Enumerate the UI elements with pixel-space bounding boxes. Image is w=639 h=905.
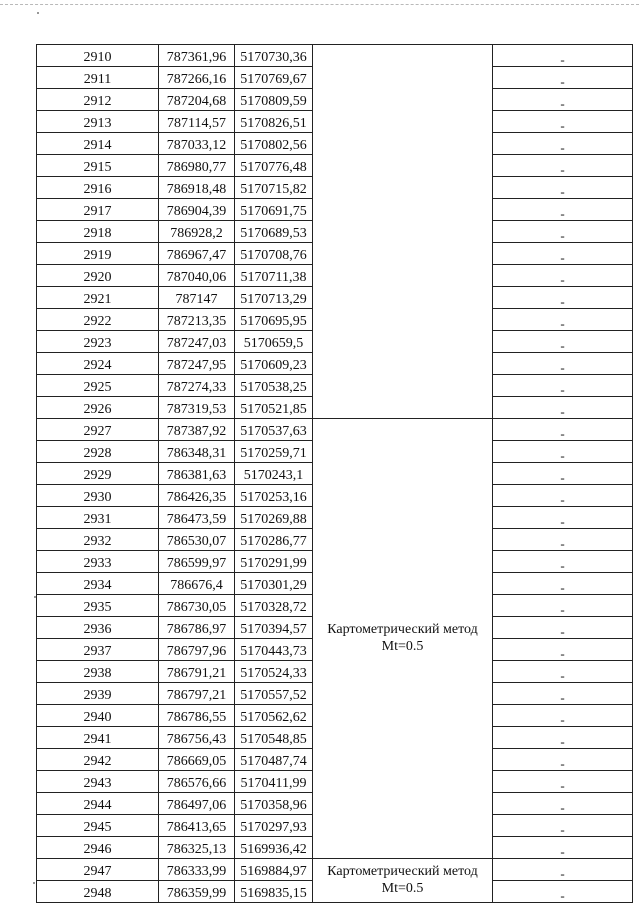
method-cell — [313, 859, 493, 903]
point-number-cell: 2921 — [37, 287, 159, 309]
x-coordinate-cell: 786599,97 — [159, 551, 235, 573]
y-coordinate-cell: 5170328,72 — [235, 595, 313, 617]
point-number-cell: 2929 — [37, 463, 159, 485]
accuracy-dash-cell: - — [493, 375, 633, 397]
y-coordinate-cell: 5170358,96 — [235, 793, 313, 815]
y-coordinate-cell: 5170769,67 — [235, 67, 313, 89]
y-coordinate-cell: 5169835,15 — [235, 881, 313, 903]
y-coordinate-cell: 5170243,1 — [235, 463, 313, 485]
x-coordinate-cell: 786786,55 — [159, 705, 235, 727]
accuracy-dash-cell: - — [493, 881, 633, 903]
y-coordinate-cell: 5170269,88 — [235, 507, 313, 529]
y-coordinate-cell: 5170301,29 — [235, 573, 313, 595]
accuracy-dash-cell: - — [493, 793, 633, 815]
x-coordinate-cell: 786348,31 — [159, 441, 235, 463]
point-number-cell: 2939 — [37, 683, 159, 705]
x-coordinate-cell: 787213,35 — [159, 309, 235, 331]
point-number-cell: 2925 — [37, 375, 159, 397]
accuracy-dash-cell: - — [493, 859, 633, 881]
y-coordinate-cell: 5170730,36 — [235, 45, 313, 67]
point-number-cell: 2927 — [37, 419, 159, 441]
x-coordinate-cell: 787040,06 — [159, 265, 235, 287]
x-coordinate-cell: 786381,63 — [159, 463, 235, 485]
point-number-cell: 2931 — [37, 507, 159, 529]
y-coordinate-cell: 5170802,56 — [235, 133, 313, 155]
point-number-cell: 2947 — [37, 859, 159, 881]
accuracy-dash-cell: - — [493, 771, 633, 793]
x-coordinate-cell: 786530,07 — [159, 529, 235, 551]
point-number-cell: 2948 — [37, 881, 159, 903]
point-number-cell: 2937 — [37, 639, 159, 661]
point-number-cell: 2943 — [37, 771, 159, 793]
point-number-cell: 2936 — [37, 617, 159, 639]
accuracy-dash-cell: - — [493, 111, 633, 133]
x-coordinate-cell: 787114,57 — [159, 111, 235, 133]
scan-edge-line — [0, 4, 639, 5]
accuracy-dash-cell: - — [493, 133, 633, 155]
accuracy-dash-cell: - — [493, 353, 633, 375]
accuracy-dash-cell: - — [493, 177, 633, 199]
point-number-cell: 2938 — [37, 661, 159, 683]
x-coordinate-cell: 786918,48 — [159, 177, 235, 199]
x-coordinate-cell: 786426,35 — [159, 485, 235, 507]
accuracy-dash-cell: - — [493, 397, 633, 419]
y-coordinate-cell: 5170538,25 — [235, 375, 313, 397]
y-coordinate-cell: 5170291,99 — [235, 551, 313, 573]
y-coordinate-cell: 5170394,57 — [235, 617, 313, 639]
y-coordinate-cell: 5170826,51 — [235, 111, 313, 133]
x-coordinate-cell: 786359,99 — [159, 881, 235, 903]
method-name: Картометрический метод — [327, 621, 478, 637]
y-coordinate-cell: 5170562,62 — [235, 705, 313, 727]
y-coordinate-cell: 5170708,76 — [235, 243, 313, 265]
y-coordinate-cell: 5170711,38 — [235, 265, 313, 287]
accuracy-dash-cell: - — [493, 155, 633, 177]
y-coordinate-cell: 5170695,95 — [235, 309, 313, 331]
scan-speck — [33, 882, 35, 884]
coordinates-table-body — [37, 45, 633, 903]
accuracy-dash-cell: - — [493, 529, 633, 551]
y-coordinate-cell: 5170521,85 — [235, 397, 313, 419]
point-number-cell: 2917 — [37, 199, 159, 221]
y-coordinate-cell: 5170443,73 — [235, 639, 313, 661]
accuracy-dash-cell: - — [493, 441, 633, 463]
x-coordinate-cell: 787274,33 — [159, 375, 235, 397]
accuracy-dash-cell: - — [493, 683, 633, 705]
y-coordinate-cell: 5170253,16 — [235, 485, 313, 507]
point-number-cell: 2940 — [37, 705, 159, 727]
y-coordinate-cell: 5170297,93 — [235, 815, 313, 837]
point-number-cell: 2944 — [37, 793, 159, 815]
method-name: Картометрический метод — [327, 863, 478, 879]
accuracy-dash-cell: - — [493, 463, 633, 485]
x-coordinate-cell: 786676,4 — [159, 573, 235, 595]
x-coordinate-cell: 786797,96 — [159, 639, 235, 661]
point-number-cell: 2930 — [37, 485, 159, 507]
point-number-cell: 2920 — [37, 265, 159, 287]
x-coordinate-cell: 786576,66 — [159, 771, 235, 793]
x-coordinate-cell: 787147 — [159, 287, 235, 309]
x-coordinate-cell: 786669,05 — [159, 749, 235, 771]
scan-speck — [37, 12, 39, 14]
accuracy-dash-cell: - — [493, 89, 633, 111]
x-coordinate-cell: 787387,92 — [159, 419, 235, 441]
x-coordinate-cell: 787319,53 — [159, 397, 235, 419]
accuracy-dash-cell: - — [493, 573, 633, 595]
x-coordinate-cell: 786730,05 — [159, 595, 235, 617]
point-number-cell: 2915 — [37, 155, 159, 177]
accuracy-dash-cell: - — [493, 595, 633, 617]
accuracy-dash-cell: - — [493, 67, 633, 89]
point-number-cell: 2942 — [37, 749, 159, 771]
point-number-cell: 2922 — [37, 309, 159, 331]
accuracy-dash-cell: - — [493, 639, 633, 661]
x-coordinate-cell: 786413,65 — [159, 815, 235, 837]
x-coordinate-cell: 786928,2 — [159, 221, 235, 243]
x-coordinate-cell: 787204,68 — [159, 89, 235, 111]
x-coordinate-cell: 786333,99 — [159, 859, 235, 881]
point-number-cell: 2934 — [37, 573, 159, 595]
x-coordinate-cell: 786786,97 — [159, 617, 235, 639]
y-coordinate-cell: 5170609,23 — [235, 353, 313, 375]
y-coordinate-cell: 5170715,82 — [235, 177, 313, 199]
accuracy-dash-cell: - — [493, 617, 633, 639]
point-number-cell: 2935 — [37, 595, 159, 617]
y-coordinate-cell: 5170776,48 — [235, 155, 313, 177]
x-coordinate-cell: 787361,96 — [159, 45, 235, 67]
accuracy-dash-cell: - — [493, 309, 633, 331]
point-number-cell: 2946 — [37, 837, 159, 859]
accuracy-dash-cell: - — [493, 837, 633, 859]
y-coordinate-cell: 5170411,99 — [235, 771, 313, 793]
accuracy-dash-cell: - — [493, 419, 633, 441]
point-number-cell: 2933 — [37, 551, 159, 573]
method-cell — [313, 419, 493, 859]
x-coordinate-cell: 787033,12 — [159, 133, 235, 155]
x-coordinate-cell: 787247,03 — [159, 331, 235, 353]
accuracy-dash-cell: - — [493, 749, 633, 771]
y-coordinate-cell: 5170548,85 — [235, 727, 313, 749]
coordinates-table — [36, 44, 633, 903]
accuracy-dash-cell: - — [493, 265, 633, 287]
point-number-cell: 2932 — [37, 529, 159, 551]
table-row — [37, 859, 633, 881]
x-coordinate-cell: 786967,47 — [159, 243, 235, 265]
accuracy-dash-cell: - — [493, 331, 633, 353]
accuracy-dash-cell: - — [493, 45, 633, 67]
point-number-cell: 2926 — [37, 397, 159, 419]
x-coordinate-cell: 786473,59 — [159, 507, 235, 529]
method-accuracy-value: Mt=0.5 — [381, 880, 424, 896]
point-number-cell: 2910 — [37, 45, 159, 67]
point-number-cell: 2912 — [37, 89, 159, 111]
y-coordinate-cell: 5170537,63 — [235, 419, 313, 441]
accuracy-dash-cell: - — [493, 485, 633, 507]
table-row — [37, 419, 633, 441]
point-number-cell: 2924 — [37, 353, 159, 375]
point-number-cell: 2923 — [37, 331, 159, 353]
y-coordinate-cell: 5170286,77 — [235, 529, 313, 551]
y-coordinate-cell: 5170809,59 — [235, 89, 313, 111]
x-coordinate-cell: 786980,77 — [159, 155, 235, 177]
point-number-cell: 2919 — [37, 243, 159, 265]
x-coordinate-cell: 786791,21 — [159, 661, 235, 683]
x-coordinate-cell: 786797,21 — [159, 683, 235, 705]
accuracy-dash-cell: - — [493, 661, 633, 683]
point-number-cell: 2941 — [37, 727, 159, 749]
x-coordinate-cell: 786497,06 — [159, 793, 235, 815]
y-coordinate-cell: 5170691,75 — [235, 199, 313, 221]
y-coordinate-cell: 5170557,52 — [235, 683, 313, 705]
point-number-cell: 2928 — [37, 441, 159, 463]
y-coordinate-cell: 5170659,5 — [235, 331, 313, 353]
point-number-cell: 2914 — [37, 133, 159, 155]
accuracy-dash-cell: - — [493, 815, 633, 837]
x-coordinate-cell: 786904,39 — [159, 199, 235, 221]
accuracy-dash-cell: - — [493, 507, 633, 529]
x-coordinate-cell: 787247,95 — [159, 353, 235, 375]
x-coordinate-cell: 786756,43 — [159, 727, 235, 749]
y-coordinate-cell: 5170689,53 — [235, 221, 313, 243]
accuracy-dash-cell: - — [493, 551, 633, 573]
point-number-cell: 2945 — [37, 815, 159, 837]
y-coordinate-cell: 5169936,42 — [235, 837, 313, 859]
accuracy-dash-cell: - — [493, 727, 633, 749]
accuracy-dash-cell: - — [493, 705, 633, 727]
point-number-cell: 2911 — [37, 67, 159, 89]
accuracy-dash-cell: - — [493, 199, 633, 221]
x-coordinate-cell: 787266,16 — [159, 67, 235, 89]
method-accuracy-value: Mt=0.5 — [381, 638, 424, 654]
accuracy-dash-cell: - — [493, 287, 633, 309]
point-number-cell: 2916 — [37, 177, 159, 199]
table-row — [37, 45, 633, 67]
point-number-cell: 2918 — [37, 221, 159, 243]
accuracy-dash-cell: - — [493, 221, 633, 243]
y-coordinate-cell: 5170713,29 — [235, 287, 313, 309]
y-coordinate-cell: 5170487,74 — [235, 749, 313, 771]
accuracy-dash-cell: - — [493, 243, 633, 265]
x-coordinate-cell: 786325,13 — [159, 837, 235, 859]
y-coordinate-cell: 5169884,97 — [235, 859, 313, 881]
method-cell-empty — [313, 45, 493, 419]
point-number-cell: 2913 — [37, 111, 159, 133]
y-coordinate-cell: 5170524,33 — [235, 661, 313, 683]
y-coordinate-cell: 5170259,71 — [235, 441, 313, 463]
